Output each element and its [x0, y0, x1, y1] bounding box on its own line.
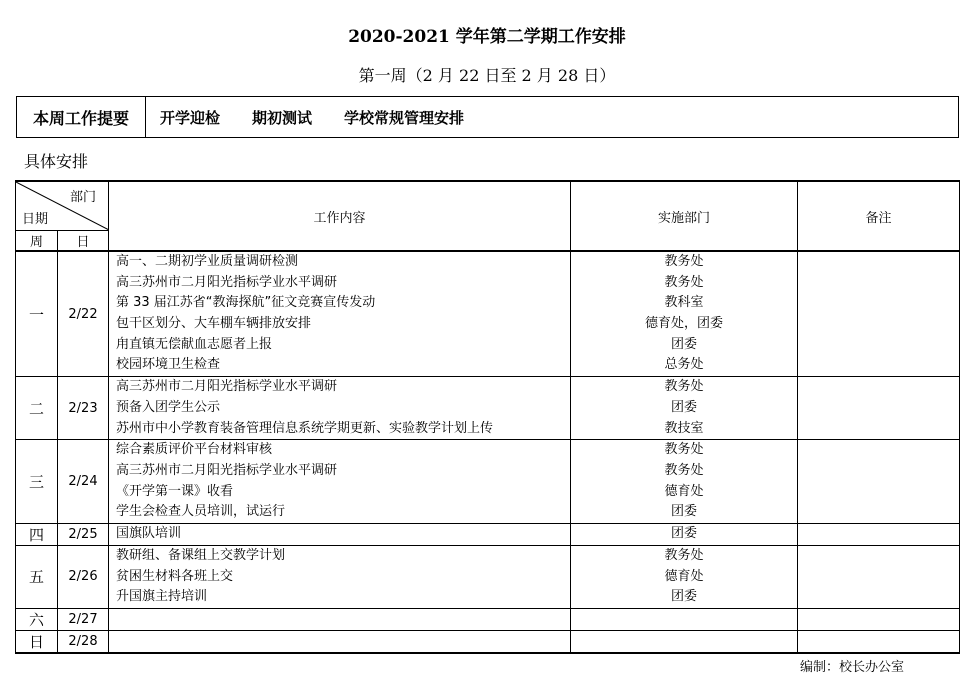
remarks-cell — [798, 545, 960, 608]
department-cell — [571, 251, 798, 377]
week-cell: 六 — [16, 609, 58, 631]
remarks-cell — [798, 631, 960, 654]
task-item: 《开学第一课》收看 — [116, 483, 234, 499]
content-cell — [109, 545, 571, 608]
content-cell — [109, 609, 571, 631]
table-row — [16, 523, 960, 545]
task-item: 高三苏州市二月阳光指标学业水平调研 — [116, 462, 338, 478]
task-item: 高三苏州市二月阳光指标学业水平调研 — [116, 274, 338, 290]
department-item: 团委 — [670, 526, 697, 542]
task-item: 包干区划分、大车棚车辆排放安排 — [116, 316, 312, 332]
date-cell: 2/28 — [58, 631, 109, 654]
date-cell: 2/25 — [58, 523, 109, 545]
department-item: 团委 — [670, 336, 697, 352]
department-item: 德育处 — [664, 568, 704, 584]
header-remarks: 备注 — [798, 181, 960, 251]
week-cell: 二 — [16, 377, 58, 440]
department-item: 德育处，团委 — [644, 316, 723, 332]
week-cell: 三 — [16, 440, 58, 524]
table-row — [16, 377, 960, 440]
summary-item: 开学迎检 — [160, 108, 221, 127]
department-item: 德育处 — [664, 483, 704, 499]
content-cell — [109, 631, 571, 654]
task-item: 国旗队培训 — [116, 526, 182, 542]
task-item: 预备入团学生公示 — [116, 399, 221, 415]
header-content: 工作内容 — [109, 181, 571, 251]
department-item: 教务处 — [664, 274, 704, 290]
remarks-cell — [798, 377, 960, 440]
department-item: 教务处 — [664, 462, 704, 478]
corner-header-cell — [16, 181, 109, 231]
department-item: 总务处 — [664, 357, 704, 373]
department-cell — [571, 523, 798, 545]
task-item: 苏州市中小学教育装备管理信息系统学期更新、实验教学计划上传 — [116, 420, 494, 436]
summary-item: 学校常规管理安排 — [344, 108, 465, 127]
task-item: 第 33 届江苏省“教海探航”征文竞赛宣传发动 — [116, 295, 376, 311]
task-item: 甪直镇无偿献血志愿者上报 — [116, 336, 273, 352]
task-item: 综合素质评价平台材料审核 — [116, 442, 273, 458]
department-cell — [571, 609, 798, 631]
content-cell — [109, 440, 571, 524]
task-item: 升国旗主持培训 — [116, 589, 208, 605]
table-row — [16, 631, 960, 654]
header-department: 实施部门 — [571, 181, 798, 251]
remarks-cell — [798, 609, 960, 631]
table-row — [16, 251, 960, 377]
remarks-cell — [798, 251, 960, 377]
week-cell: 一 — [16, 251, 58, 377]
date-cell: 2/26 — [58, 545, 109, 608]
department-item: 团委 — [670, 589, 697, 605]
week-cell: 五 — [16, 545, 58, 608]
page-title: 2020-2021 学年第二学期工作安排 — [348, 27, 626, 47]
schedule-table — [15, 180, 960, 654]
department-cell — [571, 545, 798, 608]
department-cell — [571, 377, 798, 440]
weekly-summary-box — [16, 96, 959, 138]
remarks-cell — [798, 523, 960, 545]
task-item: 学生会检查人员培训，试运行 — [116, 504, 286, 520]
week-subtitle: 第一周（2 月 22 日至 2 月 28 日） — [358, 66, 616, 85]
corner-date-label: 日期 — [22, 212, 49, 227]
task-item: 贫困生材料各班上交 — [116, 568, 234, 584]
week-cell: 四 — [16, 523, 58, 545]
section-title: 具体安排 — [24, 152, 89, 171]
summary-label: 本周工作提要 — [17, 97, 146, 137]
table-row — [16, 609, 960, 631]
task-item: 高三苏州市二月阳光指标学业水平调研 — [116, 379, 338, 395]
department-cell — [571, 440, 798, 524]
department-item: 教务处 — [664, 254, 704, 269]
task-item: 校园环境卫生检查 — [116, 357, 221, 373]
task-item: 教研组、备课组上交教学计划 — [116, 547, 286, 563]
date-cell: 2/24 — [58, 440, 109, 524]
department-item: 教技室 — [664, 420, 704, 436]
department-item: 教务处 — [664, 379, 704, 395]
department-item: 教科室 — [664, 295, 704, 311]
department-item: 团委 — [670, 399, 697, 415]
table-row — [16, 545, 960, 608]
header-day: 日 — [58, 231, 109, 252]
week-cell: 日 — [16, 631, 58, 654]
table-row — [16, 440, 960, 524]
content-cell — [109, 523, 571, 545]
content-cell — [109, 377, 571, 440]
department-item: 教务处 — [664, 442, 704, 458]
summary-item: 期初测试 — [252, 108, 313, 127]
department-cell — [571, 631, 798, 654]
task-item: 高一、二期初学业质量调研检测 — [116, 254, 299, 269]
remarks-cell — [798, 440, 960, 524]
footer-compiler: 编制：校长办公室 — [799, 660, 904, 675]
department-item: 团委 — [670, 504, 697, 520]
date-cell: 2/23 — [58, 377, 109, 440]
department-item: 教务处 — [664, 547, 704, 563]
header-week: 周 — [16, 231, 58, 252]
date-cell: 2/22 — [58, 251, 109, 377]
summary-items — [146, 97, 482, 137]
content-cell — [109, 251, 571, 377]
corner-dept-label: 部门 — [69, 190, 96, 205]
date-cell: 2/27 — [58, 609, 109, 631]
